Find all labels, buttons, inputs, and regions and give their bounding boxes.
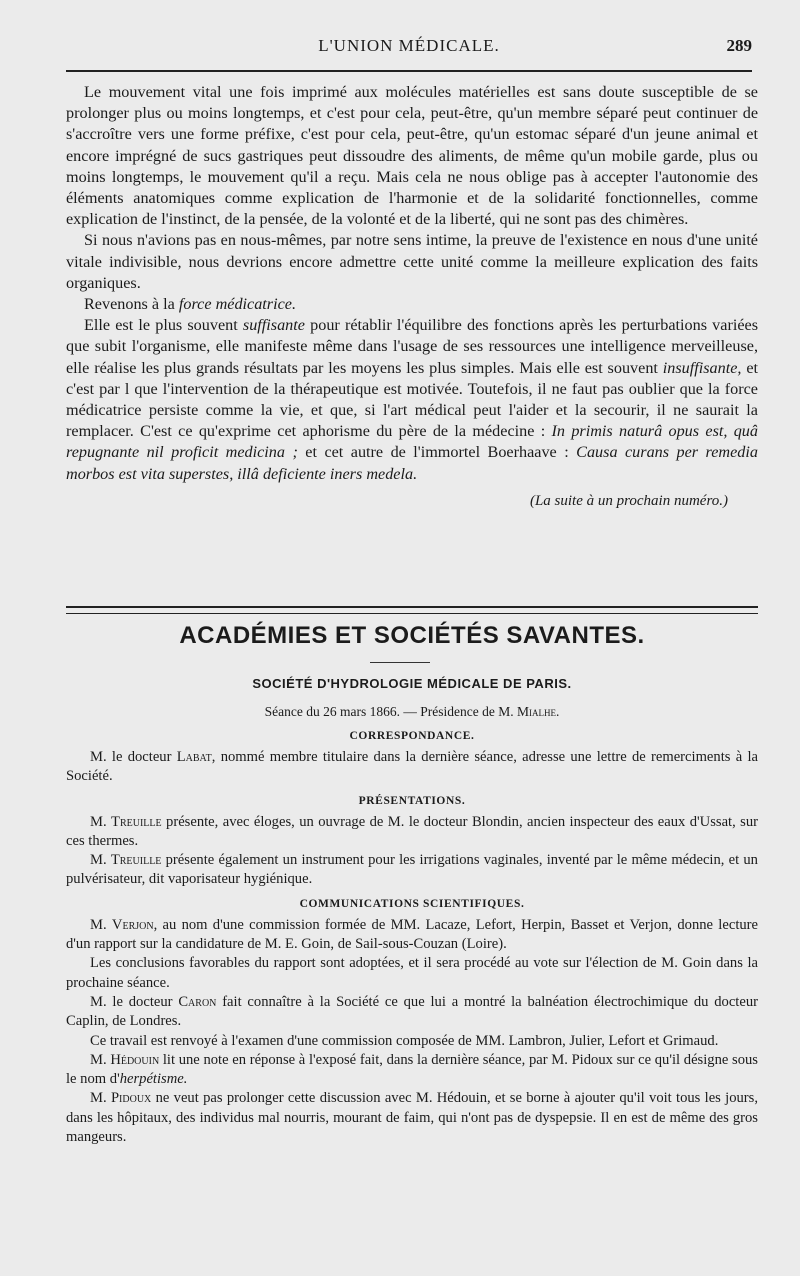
subhead-presentations: PRÉSENTATIONS. xyxy=(358,794,466,807)
corr-name: Labat, xyxy=(176,749,216,765)
comm5-a: M. xyxy=(90,1051,111,1068)
short-divider xyxy=(370,662,430,663)
essay-p4-b-italic: insuffisante, xyxy=(662,358,742,377)
essay-paragraph-2: Si nous n'avions pas en nous-mêmes, par notre sens intime, la preuve de l'existence en nous d'une unité vitale indivisible, nous devrions encore admettre cette unité comme la meilleure explication des faits organiques. xyxy=(66,231,758,292)
pres2-name: Treuille xyxy=(110,852,162,869)
section-title: ACADÉMIES ET SOCIÉTÉS SAVANTES. xyxy=(179,622,645,649)
essay-p4-d-italic: Causa curans per remedia morbos est vita superstes, illâ deficiente iners medela. xyxy=(66,443,758,483)
comm5-italic: herpétisme. xyxy=(119,1071,188,1088)
society-title: SOCIÉTÉ D'HYDROLOGIE MÉDICALE DE PARIS. xyxy=(252,676,572,691)
pres1-a: M. xyxy=(90,813,112,830)
essay-text xyxy=(66,82,758,511)
comm5-b: lit une note en réponse à l'exposé fait, dans la dernière séance, par M. Pidoux sur ce qu'il désigne sous le nom d' xyxy=(66,1051,758,1088)
communication-paragraph-5 xyxy=(66,1051,758,1090)
comm1-a: M. xyxy=(90,916,112,933)
essay-paragraph-3 xyxy=(66,294,758,315)
essay-p4-c: et c'est par l que l'intervention de la thérapeutique est motivée. Toutefois, il ne faut pas oublier que la force médicatrice persiste comme la vie, et que, si l'art médical peut l'aider et la secourir, il ne saurait la remplacer. C'est ce qu'exprime cet aphorisme du père de la médecine : xyxy=(66,358,758,441)
society-minutes xyxy=(66,702,758,1147)
corr-b: nommé membre titulaire dans la dernière séance, adresse une lettre de remerciments à la Société. xyxy=(66,749,758,785)
comm3-b: fait connaître à la Société ce que lui a montré la balnéation électrochimique du docteur Caplin, de Londres. xyxy=(66,993,758,1030)
communication-paragraph-6 xyxy=(66,1089,758,1147)
page-number: 289 xyxy=(726,36,752,55)
section-divider xyxy=(66,606,758,614)
essay-p4-c-italic: In primis naturâ opus est, quâ repugnante nil proficit medicina ; xyxy=(66,422,758,462)
correspondance-paragraph xyxy=(66,748,758,787)
comm1-b: au nom d'une commission formée de MM. Lacaze, Lefort, Herpin, Basset et Verjon, donne lecture d'un rapport sur la candidature de M. E. Goin, de Sail-sous-Couzan (Loire). xyxy=(66,916,759,953)
comm6-b: ne veut pas prolonger cette discussion avec M. Hédouin, et se borne à ajouter qu'il voit tous les jours, dans les hôpitaux, des individus mal nourris, mourant de faim, qui n'ont pas de dyspepsie. Il en est de même des gros mangeurs. xyxy=(66,1090,758,1146)
communication-paragraph-2: Les conclusions favorables du rapport sont adoptées, et il sera procédé au vote sur l'élection de M. Goin dans la prochaine séance. xyxy=(66,955,758,991)
running-head xyxy=(66,36,752,66)
essay-p4-d: et cet autre de l'immortel Boerhaave : xyxy=(297,443,577,462)
session-line-text: Séance du 26 mars 1866. — Présidence de M. xyxy=(264,704,517,719)
subhead-communications: COMMUNICATIONS SCIENTIFIQUES. xyxy=(299,897,525,910)
essay-paragraph-1: Le mouvement vital une fois imprimé aux molécules matérielles est sans doute susceptible de se prolonger plus ou moins longtemps, et c'est pour cela, peut-être, qu'un membre séparé peut continuer de s'accroître vers une forme préfixe, c'est pour cela, peut-être, qu'un estomac séparé d'un jeune animal et encore imprégné de sucs gastriques peut dissoudre des aliments, de même qu'un mobile garde, plus ou moins longtemps, le mouvement qu'il a reçu. Mais cela ne nous oblige pas à accepter l'autonomie des éléments anatomiques comme explication de l'harmonie et de la solidarité fonctionnelles, comme explication de l'instinct, de la pensée, de la volonté et de la liberté, qui ne sont pas des chimères. xyxy=(66,83,758,229)
comm5-name: Hédouin xyxy=(110,1051,160,1068)
pres1-name: Treuille xyxy=(111,813,162,830)
continued-note: (La suite à un prochain numéro.) xyxy=(529,492,728,509)
comm3-a: M. le docteur xyxy=(90,993,179,1010)
comm1-name: Verjon, xyxy=(111,916,158,933)
pres2-b: présente également un instrument pour les irrigations vaginales, inventé par le même médecin, et un pulvérisateur, dit vaporisateur hygiénique. xyxy=(66,852,758,888)
essay-paragraph-4 xyxy=(66,315,758,485)
presentation-paragraph-2 xyxy=(66,851,758,890)
essay-p4-b: pour rétablir l'équilibre des fonctions après les perturbations variées que subit l'organisme, elle manifeste même dans l'usage de ses ressources une intelligence merveilleuse, elle réalise les plus grands résultats par les moyens les plus simples. Mais elle est souvent xyxy=(66,316,759,377)
pres1-b: présente, avec éloges, un ouvrage de M. le docteur Blondin, ancien inspecteur des eaux d'Ussat, sur ces thermes. xyxy=(66,813,758,849)
comm6-name: Pidoux xyxy=(110,1090,152,1107)
communication-paragraph-1 xyxy=(66,916,758,955)
session-president: Mialhe. xyxy=(516,704,560,719)
communication-paragraph-3 xyxy=(66,993,758,1032)
comm6-a: M. xyxy=(90,1090,111,1107)
essay-paragraph-3-italic: force médicatrice. xyxy=(178,295,297,314)
header-rule xyxy=(66,70,752,72)
session-line xyxy=(66,702,758,722)
subhead-correspondance: CORRESPONDANCE. xyxy=(349,730,475,742)
journal-title: L'UNION MÉDICALE. xyxy=(318,36,500,55)
corr-a: M. le docteur xyxy=(90,749,177,765)
communication-paragraph-4: Ce travail est renvoyé à l'examen d'une commission composée de MM. Lambron, Julier, Lefort et Grimaud. xyxy=(90,1032,719,1049)
comm3-name: Caron xyxy=(178,993,217,1010)
pres2-a: M. xyxy=(90,852,111,869)
essay-p4-a: Elle est le plus souvent xyxy=(84,316,243,335)
essay-p4-a-italic: suffisante xyxy=(242,316,305,335)
presentation-paragraph-1 xyxy=(66,813,758,852)
essay-paragraph-3-text: Revenons à la xyxy=(84,295,179,314)
